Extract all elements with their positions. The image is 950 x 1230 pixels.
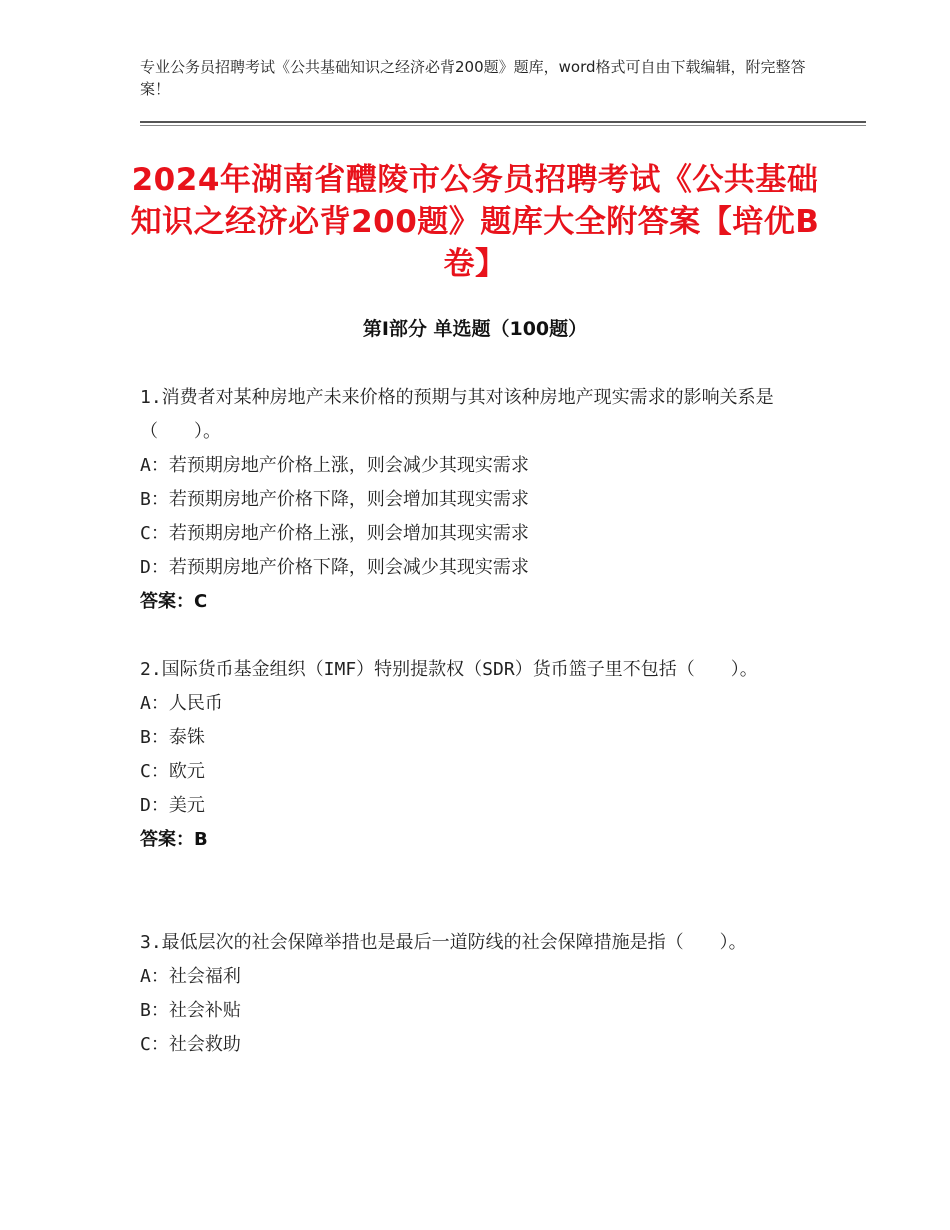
header-rule: [140, 121, 866, 123]
option-b: B：若预期房地产价格下降，则会增加其现实需求: [140, 489, 529, 510]
option-a: A：若预期房地产价格上涨，则会减少其现实需求: [140, 455, 529, 476]
section-heading: 第Ⅰ部分 单选题（100题）: [362, 318, 588, 340]
option-b: B：泰铢: [140, 727, 205, 748]
option-c: C：社会救助: [140, 1034, 241, 1055]
answer: 答案：B: [140, 829, 208, 850]
question-stem: 3.最低层次的社会保障举措也是最后一道防线的社会保障措施是指（ ）。: [140, 932, 747, 953]
option-c: C：欧元: [140, 761, 205, 782]
header-rule-thin: [140, 125, 866, 126]
question-stem: 1.消费者对某种房地产未来价格的预期与其对该种房地产现实需求的影响关系是（ ）。: [140, 387, 774, 442]
option-c: C：若预期房地产价格上涨，则会增加其现实需求: [140, 523, 529, 544]
option-d: D：美元: [140, 795, 205, 816]
header-note: 专业公务员招聘考试《公共基础知识之经济必背200题》题库，word格式可自由下载编辑，附完整答案！: [140, 58, 806, 98]
document-title: 2024年湖南省醴陵市公务员招聘考试《公共基础知识之经济必背200题》题库大全附答案【培优B卷】: [130, 162, 820, 282]
question-2: [140, 653, 800, 857]
question-3: [140, 926, 800, 1062]
option-d: D：若预期房地产价格下降，则会减少其现实需求: [140, 557, 529, 578]
option-a: A：社会福利: [140, 966, 241, 987]
question-1: [140, 381, 800, 619]
question-stem: 2.国际货币基金组织（IMF）特别提款权（SDR）货币篮子里不包括（ ）。: [140, 659, 758, 680]
option-b: B：社会补贴: [140, 1000, 241, 1021]
answer: 答案：C: [140, 591, 208, 612]
option-a: A：人民币: [140, 693, 223, 714]
